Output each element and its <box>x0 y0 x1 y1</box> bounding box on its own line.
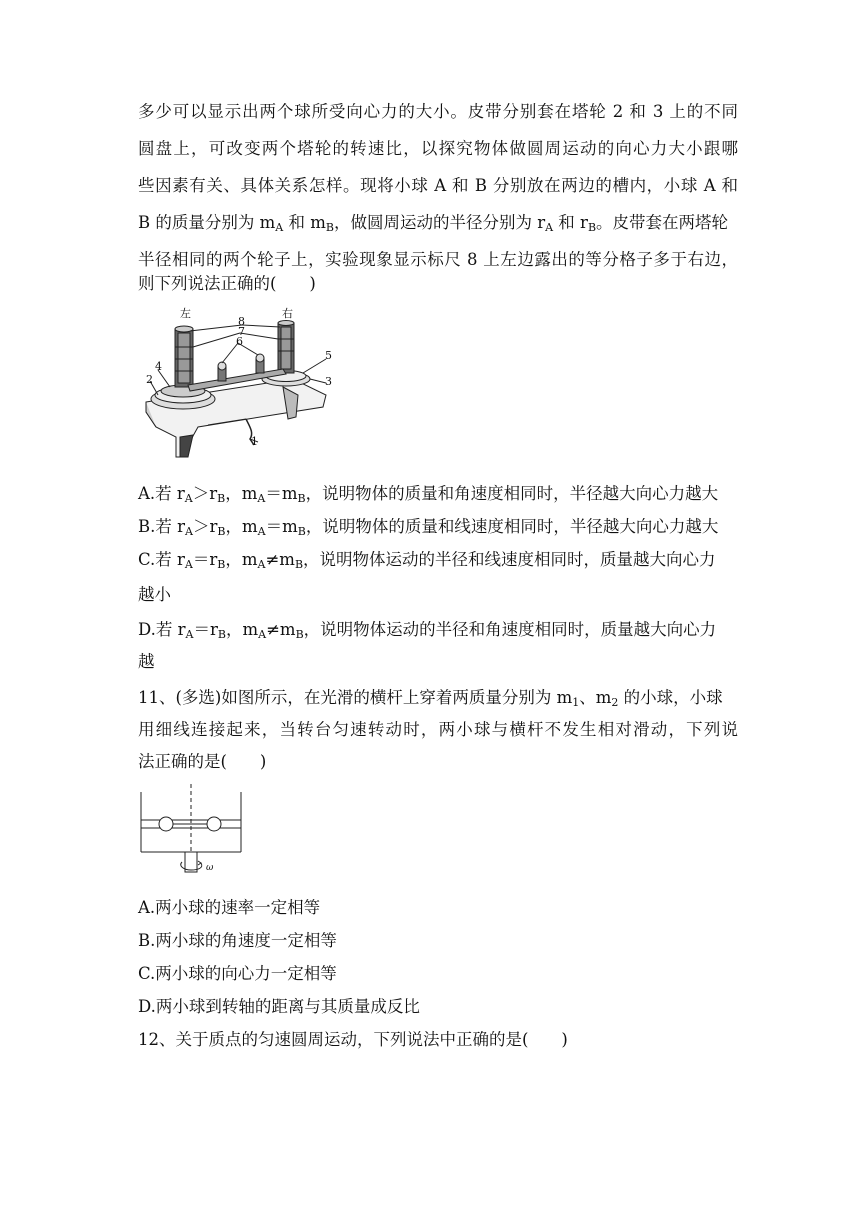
text-segment: ，m <box>225 550 258 569</box>
subscript: B <box>295 628 304 641</box>
subscript: B <box>297 525 306 538</box>
subscript: A <box>184 558 193 571</box>
q11-option-c: C.两小球的向心力一定相等 <box>138 964 337 983</box>
subscript: B <box>217 628 226 641</box>
text-segment: ＞r <box>192 484 218 503</box>
paragraph-line: 些因素有关、具体关系怎样。现将小球 A 和 B 分别放在两边的槽内，小球 A 和 <box>138 176 738 195</box>
subscript: B <box>217 525 226 538</box>
option-a <box>138 484 738 504</box>
subscript: 1 <box>572 696 580 709</box>
subscript: B <box>587 221 597 234</box>
text-segment: C.若 r <box>138 550 185 569</box>
paragraph-line: 半径相同的两个轮子上，实验现象显示标尺 8 上左边露出的等分格子多于右边， <box>138 250 738 269</box>
subscript: A <box>184 492 193 505</box>
text-segment: 、m <box>579 688 612 707</box>
text-segment: 和 r <box>553 213 588 232</box>
paragraph-line: 多少可以显示出两个球所受向心力的大小。皮带分别套在塔轮 2 和 3 上的不同 <box>138 102 738 121</box>
question-11-line <box>138 688 738 708</box>
option-d-continued: 越 <box>138 652 155 671</box>
text-segment: ，说明物体运动的半径和角速度相同时，质量越大向心力 <box>303 620 717 639</box>
subscript: B <box>325 221 334 234</box>
text-segment: ，m <box>225 517 258 536</box>
text-segment: 的小球，小球 <box>618 688 723 707</box>
subscript: A <box>257 558 266 571</box>
label-right: 右 <box>282 307 293 320</box>
question-12-line: 12、关于质点的匀速圆周运动，下列说法中正确的是( ) <box>138 1030 568 1049</box>
subscript: B <box>217 492 226 505</box>
text-segment: A.若 r <box>138 484 185 503</box>
text-segment: 和 m <box>283 213 326 232</box>
text-segment: ，说明物体运动的半径和线速度相同时，质量越大向心力 <box>303 550 716 569</box>
subscript: B <box>217 558 226 571</box>
subscript: A <box>185 525 193 538</box>
subscript: A <box>257 525 266 538</box>
text-segment: B.若 r <box>138 517 186 536</box>
text-segment: ，m <box>225 620 259 639</box>
subscript: A <box>257 492 266 505</box>
q11-option-b: B.两小球的角速度一定相等 <box>138 931 337 950</box>
text-segment: ＞r <box>192 517 218 536</box>
part-number: 3 <box>325 375 332 388</box>
question-11-line: 法正确的是( ) <box>138 752 267 771</box>
subscript: B <box>294 558 304 571</box>
text-segment: 。皮带套在两塔轮 <box>596 213 729 232</box>
text-segment: 11、(多选)如图所示，在光滑的横杆上穿着两质量分别为 m <box>138 688 573 707</box>
text-segment: ，说明物体的质量和角速度相同时，半径越大向心力越大 <box>305 484 719 503</box>
option-d <box>138 620 738 640</box>
paragraph-line: 则下列说法正确的( ) <box>138 274 316 293</box>
option-c-continued: 越小 <box>138 585 171 604</box>
option-c <box>138 550 738 570</box>
part-number: 2 <box>146 373 153 386</box>
subscript: 2 <box>611 696 619 709</box>
part-number: 4 <box>155 360 162 373</box>
text-segment: D.若 r <box>138 620 186 639</box>
omega-label: ω <box>206 863 214 873</box>
turntable-rod-figure <box>138 782 248 880</box>
subscript: A <box>185 628 194 641</box>
part-number: 8 <box>238 315 245 328</box>
paragraph-line: 圆盘上，可改变两个塔轮的转速比，以探究物体做圆周运动的向心力大小跟哪 <box>138 139 738 158</box>
paragraph-line-with-subscripts <box>138 213 738 233</box>
q11-option-a: A.两小球的速率一定相等 <box>138 898 321 917</box>
text-segment: ，做圆周运动的半径分别为 r <box>333 213 546 232</box>
text-segment: ＝m <box>265 484 298 503</box>
question-11-line: 用细线连接起来，当转台匀速转动时，两小球与横杆不发生相对滑动，下列说 <box>138 720 738 739</box>
subscript: B <box>297 492 306 505</box>
part-number: 6 <box>236 335 243 348</box>
label-left: 左 <box>180 307 191 320</box>
text-segment: ≠m <box>266 620 296 639</box>
text-segment: ，说明物体的质量和线速度相同时，半径越大向心力越大 <box>305 517 719 536</box>
part-number: 7 <box>238 325 245 338</box>
subscript: A <box>545 221 554 234</box>
part-number: 5 <box>325 349 332 362</box>
subscript: A <box>258 628 267 641</box>
part-number: 1 <box>251 435 258 448</box>
text-segment: ≠m <box>265 550 295 569</box>
text-segment: ，m <box>225 484 258 503</box>
centripetal-force-apparatus-figure <box>138 307 333 472</box>
subscript: A <box>275 221 284 234</box>
text-segment: ＝m <box>265 517 298 536</box>
option-b <box>138 517 738 537</box>
text-segment: ＝r <box>192 550 218 569</box>
q11-option-d: D.两小球到转轴的距离与其质量成反比 <box>138 997 420 1016</box>
text-segment: ＝r <box>193 620 218 639</box>
text-segment: B 的质量分别为 m <box>138 213 276 232</box>
